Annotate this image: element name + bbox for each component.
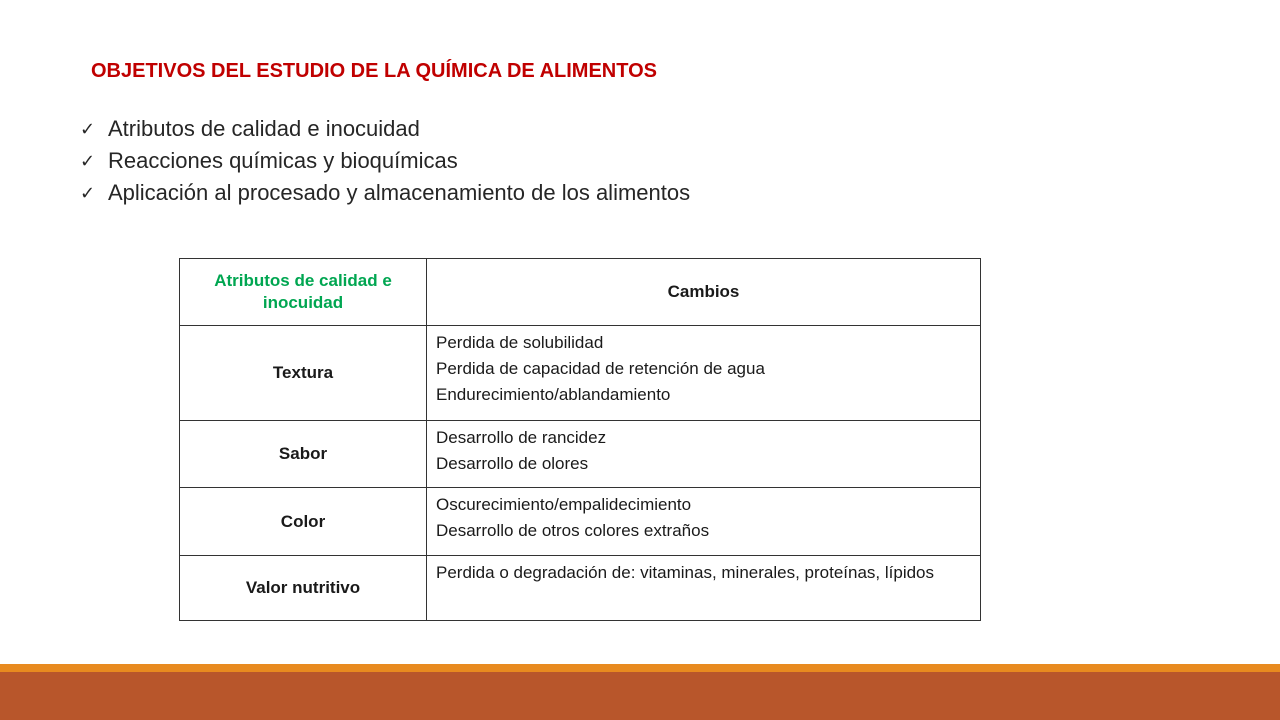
changes-cell	[427, 326, 981, 421]
change-line: Perdida o degradación de: vitaminas, minerales, proteínas, lípidos	[436, 563, 935, 582]
attribute-cell: Sabor	[180, 421, 427, 488]
objective-text: Reacciones químicas y bioquímicas	[108, 148, 458, 173]
table-header-row	[180, 259, 981, 326]
change-line: Desarrollo de olores	[436, 454, 589, 473]
changes-cell	[427, 556, 981, 621]
objectives-list	[80, 113, 690, 209]
check-icon: ✓	[80, 151, 96, 171]
change-line: Perdida de solubilidad	[436, 333, 604, 352]
change-line: Desarrollo de rancidez	[436, 428, 607, 447]
objective-item	[80, 145, 690, 177]
header-changes: Cambios	[427, 259, 981, 326]
changes-cell	[427, 488, 981, 556]
check-icon: ✓	[80, 119, 96, 139]
table-row	[180, 421, 981, 488]
objective-item	[80, 177, 690, 209]
table-row	[180, 326, 981, 421]
attribute-cell: Textura	[180, 326, 427, 421]
slide-title: OBJETIVOS DEL ESTUDIO DE LA QUÍMICA DE ALIMENTOS	[91, 60, 657, 82]
change-line: Desarrollo de otros colores extraños	[436, 521, 710, 540]
change-line: Endurecimiento/ablandamiento	[436, 385, 671, 404]
change-line: Oscurecimiento/empalidecimiento	[436, 495, 692, 514]
change-line: Perdida de capacidad de retención de agua	[436, 359, 765, 378]
check-icon: ✓	[80, 183, 96, 203]
table-row	[180, 488, 981, 556]
header-attributes: Atributos de calidad e inocuidad	[180, 259, 427, 326]
changes-cell	[427, 421, 981, 488]
objective-text: Aplicación al procesado y almacenamiento de los alimentos	[108, 180, 691, 205]
attributes-table	[179, 258, 981, 621]
objective-text: Atributos de calidad e inocuidad	[108, 116, 420, 141]
footer-accent-band	[0, 664, 1280, 672]
table-row	[180, 556, 981, 621]
footer-band	[0, 672, 1280, 720]
attribute-cell: Color	[180, 488, 427, 556]
attribute-cell: Valor nutritivo	[180, 556, 427, 621]
objective-item	[80, 113, 690, 145]
